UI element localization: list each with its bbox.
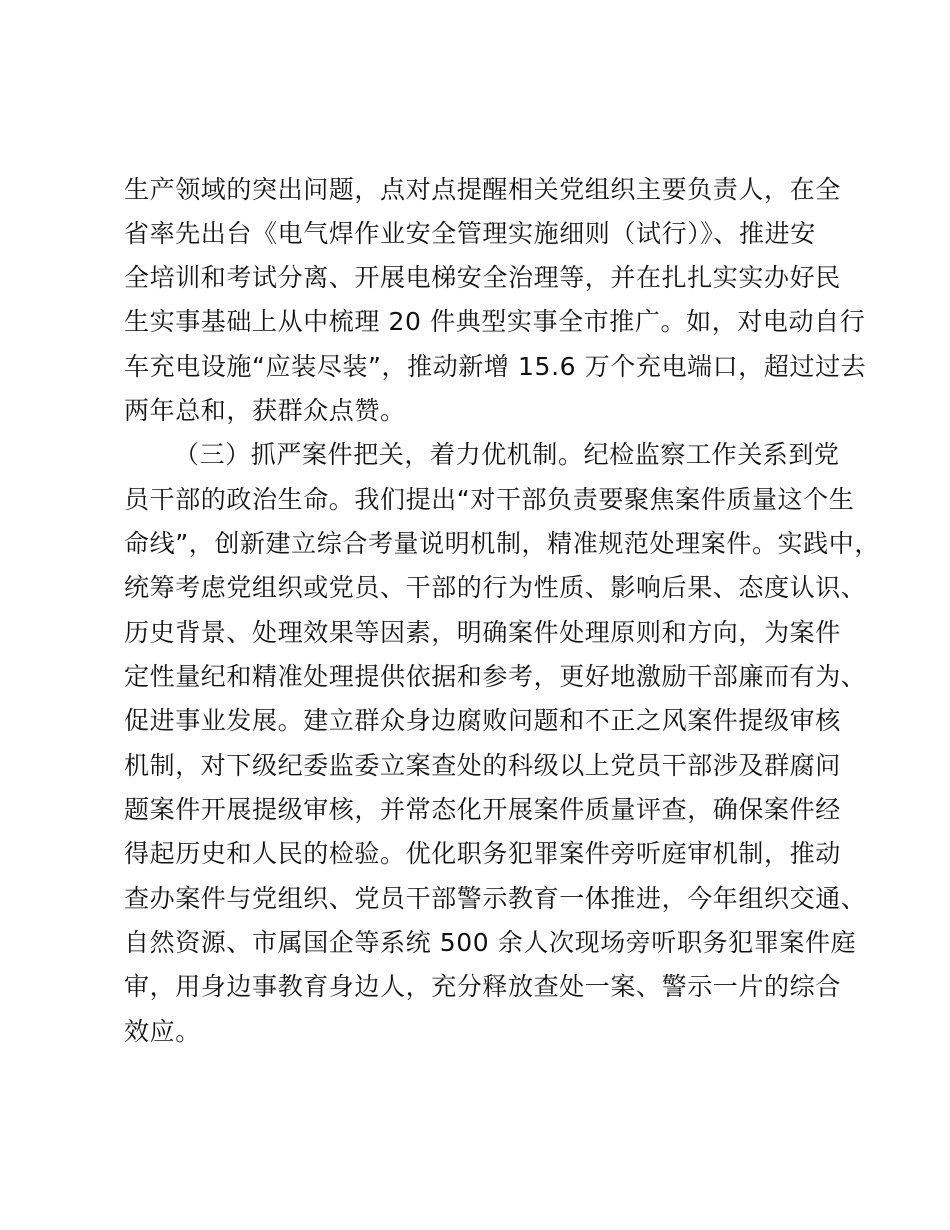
text-line: 查办案件与党组织、党员干部警示教育一体推进，今年组织交通、 (124, 884, 867, 913)
text-line: 统筹考虑党组织或党员、干部的行为性质、影响后果、态度认识、 (124, 573, 867, 602)
text-line: 生产领域的突出问题，点对点提醒相关党组织主要负责人，在全 (124, 175, 841, 204)
text-line: 效应。 (124, 1017, 201, 1046)
text-line: 审，用身边事教育身边人，充分释放查处一案、警示一片的综合 (124, 972, 841, 1001)
text-line: 两年总和，获群众点赞。 (124, 396, 406, 425)
text-line: 自然资源、市属国企等系统 500 余人次现场旁听职务犯罪案件庭 (124, 928, 857, 957)
text-line: 定性量纪和精准处理提供依据和参考，更好地激励干部廉而有为、 (124, 662, 867, 691)
text-line: 生实事基础上从中梳理 20 件典型实事全市推广。如，对电动自行 (124, 307, 866, 336)
text-line: 命线”，创新建立综合考量说明机制，精准规范处理案件。实践中， (124, 529, 880, 558)
section-heading-line: （三）抓严案件把关，着力优机制。纪检监察工作关系到党 (174, 440, 840, 469)
text-line: 题案件开展提级审核，并常态化开展案件质量评查，确保案件经 (124, 795, 841, 824)
text-line: 全培训和考试分离、开展电梯安全治理等，并在扎扎实实办好民 (124, 263, 841, 292)
text-line: 车充电设施“应装尽装”，推动新增 15.6 万个充电端口，超过过去 (124, 352, 867, 381)
text-line: 机制，对下级纪委监委立案查处的科级以上党员干部涉及群腐问 (124, 751, 841, 780)
text-line: 省率先出台《电气焊作业安全管理实施细则（试行）》、推进安 (124, 219, 816, 248)
text-line: 得起历史和人民的检验。优化职务犯罪案件旁听庭审机制，推动 (124, 839, 841, 868)
text-line: 促进事业发展。建立群众身边腐败问题和不正之风案件提级审核 (124, 706, 841, 735)
text-line: 历史背景、处理效果等因素，明确案件处理原则和方向，为案件 (124, 618, 841, 647)
text-line: 员干部的政治生命。我们提出“对干部负责要聚焦案件质量这个生 (124, 485, 855, 514)
